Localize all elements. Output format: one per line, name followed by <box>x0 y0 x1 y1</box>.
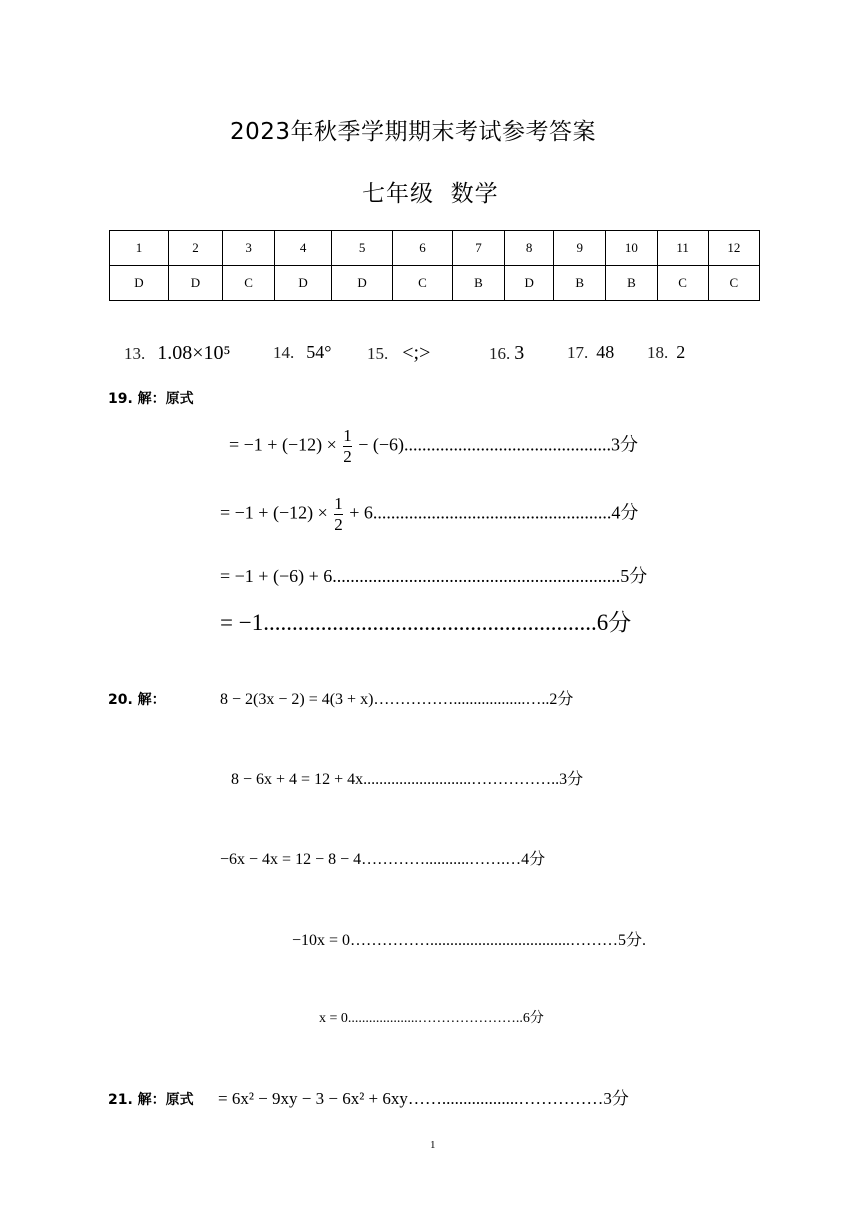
q19-step-3: = −1 + (−6) + 6................................................................5分 <box>220 566 648 586</box>
fill-answer-18: 18. 2 <box>647 342 686 362</box>
question-number-cell: 7 <box>452 231 504 266</box>
answer-letter-cell: D <box>505 266 554 301</box>
page-number: 1 <box>430 1139 436 1151</box>
question-number-row <box>110 231 760 266</box>
answer-letter-cell: C <box>393 266 453 301</box>
answer-letter-cell: C <box>657 266 708 301</box>
question-number-cell: 6 <box>393 231 453 266</box>
answer-letter-cell: C <box>223 266 275 301</box>
q19-step-2: = −1 + (−12) × $\frac{1}{2}$ + 6.....................................................4分 <box>220 494 639 534</box>
question-number-cell: 8 <box>505 231 554 266</box>
question-number-cell: 10 <box>606 231 657 266</box>
question-number-cell: 2 <box>168 231 222 266</box>
question-number-cell: 4 <box>275 231 332 266</box>
question-19-label: 19. 解：原式 <box>108 391 194 407</box>
q21-step-1: = 6x² − 9xy − 3 − 6x² + 6xy……..................……………3分 <box>218 1089 629 1108</box>
answer-letter-cell: D <box>168 266 222 301</box>
question-number-cell: 12 <box>708 231 759 266</box>
answer-letter-cell: B <box>554 266 606 301</box>
answer-letter-cell: D <box>332 266 393 301</box>
document-title: 2023年秋季学期期末考试参考答案 <box>230 119 597 145</box>
fill-answer-14: 14. 54° <box>273 342 332 362</box>
answer-letter-cell: C <box>708 266 759 301</box>
question-number-cell: 5 <box>332 231 393 266</box>
question-number-cell: 9 <box>554 231 606 266</box>
q20-step-1: 8 − 2(3x − 2) = 4(3 + x)……………..................…..2分 <box>220 691 574 708</box>
fraction-one-half: $\frac{1}{2}$ <box>343 426 352 466</box>
question-number-cell: 1 <box>110 231 169 266</box>
q20-step-5: x = 0....................…………………..6分 <box>319 1011 544 1026</box>
question-21-label: 21. 解：原式 <box>108 1092 194 1108</box>
fill-answer-17: 17. 48 <box>567 342 615 362</box>
fill-answer-13: 13. 1.08×10⁵ <box>124 342 231 364</box>
question-number-cell: 3 <box>223 231 275 266</box>
q20-step-4: −10x = 0……………...................................………5分. <box>292 932 647 949</box>
fill-answer-15: 15. <;> <box>367 342 431 364</box>
fill-answer-16: 16. 3 <box>489 342 525 364</box>
answer-letter-cell: D <box>110 266 169 301</box>
q20-step-3: −6x − 4x = 12 − 8 − 4…………...........…….…4分 <box>220 851 546 868</box>
answer-letter-row <box>110 266 760 301</box>
question-20-label: 20. 解： <box>108 692 166 708</box>
document-subtitle: 七年级 数学 <box>362 181 499 207</box>
answer-letter-cell: B <box>606 266 657 301</box>
multiple-choice-answer-table <box>109 230 760 301</box>
answer-letter-cell: B <box>452 266 504 301</box>
q19-step-1: = −1 + (−12) × $\frac{1}{2}$ − (−6)..............................................3分 <box>229 426 639 466</box>
answer-letter-cell: D <box>275 266 332 301</box>
q20-step-2: 8 − 6x + 4 = 12 + 4x...........................……………..3分 <box>231 771 584 788</box>
q19-step-4: = −1..........................................................6分 <box>220 610 632 635</box>
fraction-one-half: $\frac{1}{2}$ <box>334 494 343 534</box>
question-number-cell: 11 <box>657 231 708 266</box>
